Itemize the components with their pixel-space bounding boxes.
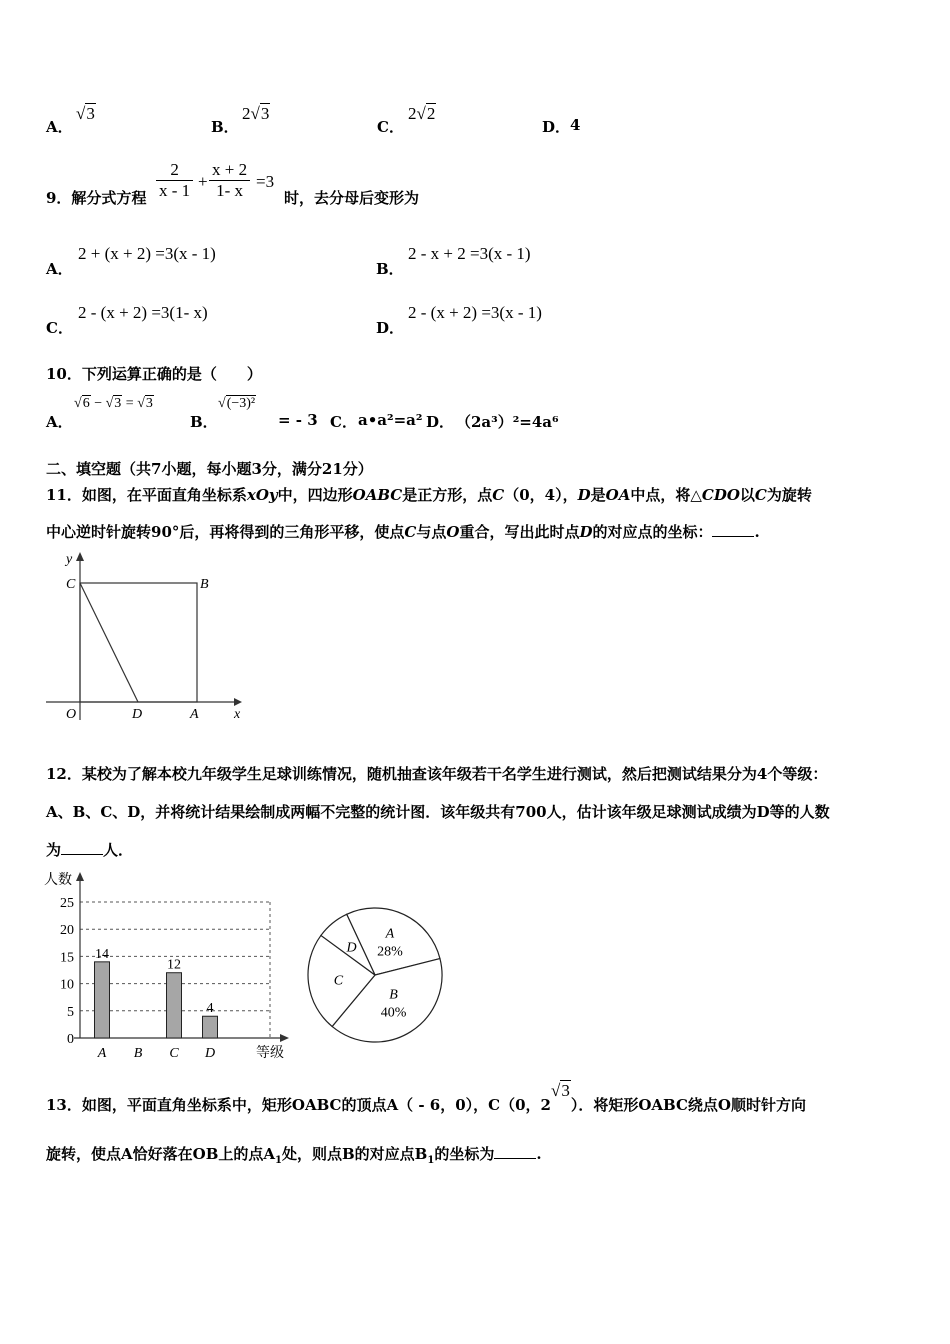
q9-option-a-math: 2 + (x + 2) =3(x - 1) — [78, 244, 216, 263]
q9-fraction-2: $\frac{x + 2}{1- x}$ — [209, 160, 250, 201]
q11-label-c: C — [66, 577, 76, 592]
bar-chart-bars — [95, 947, 218, 1038]
q12-line-1: 12．某校为了解本校九年级学生足球训练情况，随机抽查该年级若干名学生进行测试，然后把测试结果分为4个等级： — [46, 765, 828, 783]
q8-option-b-label: B． — [211, 118, 239, 136]
q11-segment-cd — [80, 583, 138, 702]
bar-chart-category-label: C — [169, 1046, 179, 1061]
bar-chart-bar — [203, 1016, 218, 1038]
pie-chart-slice-label: A — [385, 926, 395, 942]
bar-chart-y-ticks — [60, 896, 74, 1047]
q11-label-o: O — [66, 707, 77, 722]
bar-chart-bar — [95, 962, 110, 1038]
bar-chart-xlabel: 等级 — [256, 1046, 284, 1061]
q12-bar-chart — [44, 866, 294, 1062]
bar-chart-ytick-label: 0 — [67, 1032, 74, 1047]
bar-chart-ylabel: 人数 — [44, 873, 72, 888]
q10-option-c-text: a•a²=a² — [358, 411, 423, 429]
pie-chart-slice-percent: 40% — [380, 1005, 407, 1021]
q11-square-oabc — [80, 583, 197, 702]
q9-plus: + — [198, 172, 208, 191]
bar-chart-bar — [167, 973, 182, 1038]
q10-option-d-label: D． — [426, 413, 455, 431]
bar-chart-ytick-label: 5 — [67, 1004, 74, 1020]
q9-fraction-1: $\frac{2}{x - 1}$ — [156, 160, 193, 201]
q11-label-x: x — [234, 707, 241, 722]
q10-option-b-math: √(−3)² — [218, 396, 256, 411]
q8-option-a-math: √3 — [76, 104, 95, 123]
q12-pie-chart — [300, 900, 450, 1050]
q11-label-a: A — [190, 707, 199, 722]
q8-option-a-label: A． — [46, 118, 73, 136]
q11-label-y: y — [66, 552, 73, 567]
q9-option-c-math: 2 - (x + 2) =3(1- x) — [78, 303, 208, 322]
q8-option-d-label: D． — [542, 118, 571, 136]
q10-stem: 10．下列运算正确的是（ ） — [46, 365, 262, 383]
pie-chart-slice-label: D — [346, 940, 357, 956]
bar-chart-ytick-label: 15 — [60, 950, 74, 966]
q9-number: 9．解分式方程 — [46, 189, 147, 207]
q9-equals: =3 — [256, 172, 275, 191]
q9-option-a-label: A． — [46, 260, 73, 278]
q11-answer-blank — [712, 536, 754, 537]
q10-option-c-label: C． — [330, 413, 357, 431]
bar-chart-data-label: 12 — [167, 957, 181, 973]
q9-option-d-label: D． — [376, 319, 405, 337]
q12-answer-blank — [61, 854, 103, 855]
bar-chart-category-label: D — [204, 1046, 216, 1061]
q11-figure — [44, 548, 244, 723]
section-2-title: 二、填空题（共7小题，每小题3分，满分21分） — [46, 460, 373, 478]
bar-chart-data-label: 4 — [206, 1001, 214, 1017]
q8-option-c-math: 2√2 — [408, 104, 436, 123]
q13-line-2: 旋转，使点A恰好落在OB上的点$A_1$处，则点B的对应点$B_1$的坐标为 . — [46, 1145, 542, 1166]
bar-chart-data-label: 14 — [95, 946, 109, 962]
q13-line-1: 13．如图，平面直角坐标系中，矩形OABC的顶点A（ - 6，0），C（0，2√3）．将矩形OABC绕点O顺时针方向 — [46, 1081, 806, 1114]
q11-x-arrow — [234, 698, 242, 706]
q9-option-c-label: C． — [46, 319, 73, 337]
bar-chart-category-label: A — [97, 1046, 107, 1061]
q11-label-d: D — [132, 707, 143, 722]
q11-y-arrow — [76, 552, 84, 561]
q10-option-b-label: B． — [190, 413, 218, 431]
q13-answer-blank — [494, 1158, 536, 1159]
q10-option-b-tail: = - 3 — [278, 411, 318, 429]
q8-option-c-label: C． — [377, 118, 404, 136]
q8-option-b-math: 2√3 — [242, 104, 270, 123]
pie-chart-slices — [308, 908, 442, 1042]
q9-option-b-label: B． — [376, 260, 404, 278]
q9-option-d-math: 2 - (x + 2) =3(x - 1) — [408, 303, 542, 322]
q11-line-1: 11．如图，在平面直角坐标系xOy中，四边形OABC是正方形，点C（0，4），D是OA中点，将△CDO以C为旋转 — [46, 486, 812, 504]
bar-chart-ytick-label: 25 — [60, 896, 74, 911]
q10-option-d-text: （2a³）²=4a⁶ — [456, 413, 559, 431]
q12-line-3: 为 人． — [46, 841, 134, 859]
pie-chart-slice-percent: 28% — [377, 944, 403, 960]
pie-chart-slice-label: C — [333, 973, 344, 989]
q9-tail: 时，去分母后变形为 — [284, 189, 420, 207]
q11-line-2: 中心逆时针旋转90°后，再将得到的三角形平移，使点C与点O重合，写出此时点D的对应点的坐标： . — [46, 523, 760, 541]
bar-chart-x-arrow — [280, 1034, 289, 1042]
q12-line-2: A、B、C、D，并将统计结果绘制成两幅不完整的统计图．该年级共有700人，估计该年级足球测试成绩为D等的人数 — [46, 803, 830, 821]
bar-chart-y-arrow — [76, 872, 84, 881]
q9-option-b-math: 2 - x + 2 =3(x - 1) — [408, 244, 531, 263]
bar-chart-categories — [97, 1046, 215, 1061]
q10-option-a-math: √6 − √3 = √3 — [74, 396, 153, 411]
q11-label-b: B — [200, 577, 209, 592]
pie-chart-slice-label: B — [389, 987, 398, 1003]
bar-chart-category-label: B — [133, 1046, 143, 1061]
q10-option-a-label: A． — [46, 413, 73, 431]
q8-option-d-text: 4 — [570, 116, 581, 134]
bar-chart-ytick-label: 20 — [60, 923, 74, 939]
bar-chart-ytick-label: 10 — [60, 977, 74, 993]
